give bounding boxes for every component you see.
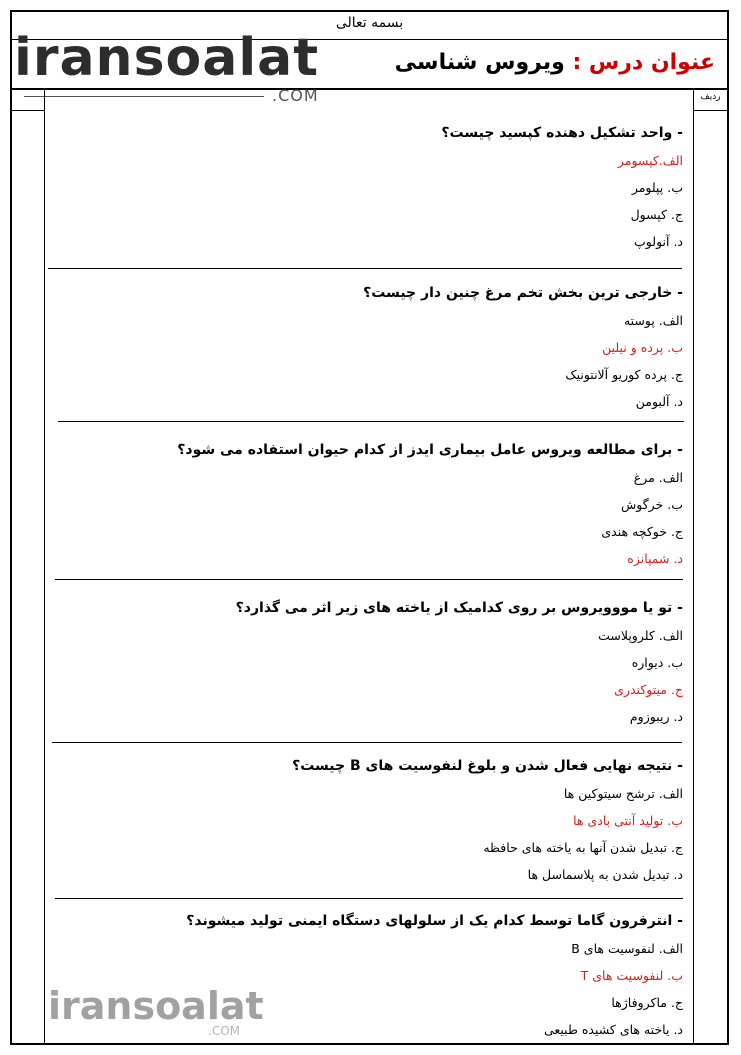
answer-option: د. یاخته های کشیده طبیعی: [543, 1022, 683, 1037]
answer-option: الف. کلروپلاست: [598, 628, 683, 643]
question-block: [236, 600, 683, 734]
answer-option: الف. پوسته: [623, 313, 683, 328]
bismillah-text: بسمه تعالی: [335, 15, 404, 31]
radif-column-border: [693, 90, 694, 1045]
answer-option: ب. پپلومر: [631, 180, 683, 195]
answer-option: ب. خرگوش: [620, 497, 683, 512]
question-block: [292, 758, 683, 892]
answer-option: د. آنولوپ: [634, 234, 683, 249]
question-text: - نتیجه نهایی فعال شدن و بلوغ لنفوسیت های B چیست؟: [292, 758, 683, 774]
question-divider: [58, 421, 684, 422]
answer-option: الف. لنفوسیت های B: [571, 941, 683, 956]
correct-answer-option: ب. پرده و نیلین: [602, 340, 683, 355]
logo-underline: [24, 96, 264, 97]
correct-answer-option: ج. میتوکندری: [614, 682, 683, 697]
answer-option: الف. مرغ: [633, 470, 683, 485]
site-logo: [14, 30, 324, 108]
answer-option: ج. پرده کوریو آلانتونیک: [565, 367, 683, 382]
answer-option: ج. کپسول: [630, 207, 683, 222]
question-divider: [55, 579, 683, 580]
watermark-text: iransoalat: [48, 984, 264, 1028]
course-name: ویروس شناسی: [394, 50, 565, 75]
correct-answer-option: د. شمپانزه: [627, 551, 683, 566]
logo-text: iransoalat: [14, 28, 320, 88]
question-text: - خارجی ترین بخش تخم مرغ چنین دار چیست؟: [363, 285, 683, 301]
answer-option: د. تبدیل شدن به پلاسماسل ها: [527, 867, 683, 882]
course-label: عنوان درس :: [572, 50, 715, 75]
question-block: [363, 285, 683, 419]
question-text: - برای مطالعه ویروس عامل بیماری ایدز از کدام حیوان استفاده می شود؟: [177, 442, 683, 458]
correct-answer-option: ب. تولید آنتی بادی ها: [573, 813, 683, 828]
question-divider: [48, 268, 682, 269]
question-divider: [55, 898, 683, 899]
answer-option: ج. ماکروفاژها: [611, 995, 683, 1010]
answer-option: ج. خوکچه هندی: [601, 524, 683, 539]
watermark-logo: [48, 984, 264, 1044]
radif-separator: [694, 110, 729, 111]
answer-option: ج. تبدیل شدن آنها به یاخته های حافظه: [483, 840, 683, 855]
question-block: [441, 125, 683, 259]
left-column-border: [44, 90, 45, 1045]
answer-option: ب. دیواره: [631, 655, 683, 670]
correct-answer-option: الف.کپسومر: [617, 153, 683, 168]
question-text: - واحد تشکیل دهنده کپسید چیست؟: [441, 125, 683, 141]
correct-answer-option: ب. لنفوسیت های T: [580, 968, 683, 983]
question-divider: [52, 742, 682, 743]
answer-option: الف. ترشح سیتوکین ها: [563, 786, 683, 801]
watermark-suffix: .COM: [208, 1024, 240, 1038]
question-text: - تو یا مووویروس بر روی کدامیک از یاخته های زیر اثر می گذارد؟: [235, 600, 683, 616]
radif-header: ردیف: [700, 92, 721, 102]
logo-suffix: .COM: [272, 86, 319, 105]
question-block: [177, 442, 683, 576]
answer-option: د. ریبوزوم: [629, 709, 683, 724]
course-title: [395, 50, 715, 75]
question-text: - انترفرون گاما توسط کدام یک از سلولهای دستگاه ایمنی تولید میشوند؟: [186, 913, 683, 929]
left-separator: [10, 110, 44, 111]
answer-option: د. آلبومن: [635, 394, 683, 409]
